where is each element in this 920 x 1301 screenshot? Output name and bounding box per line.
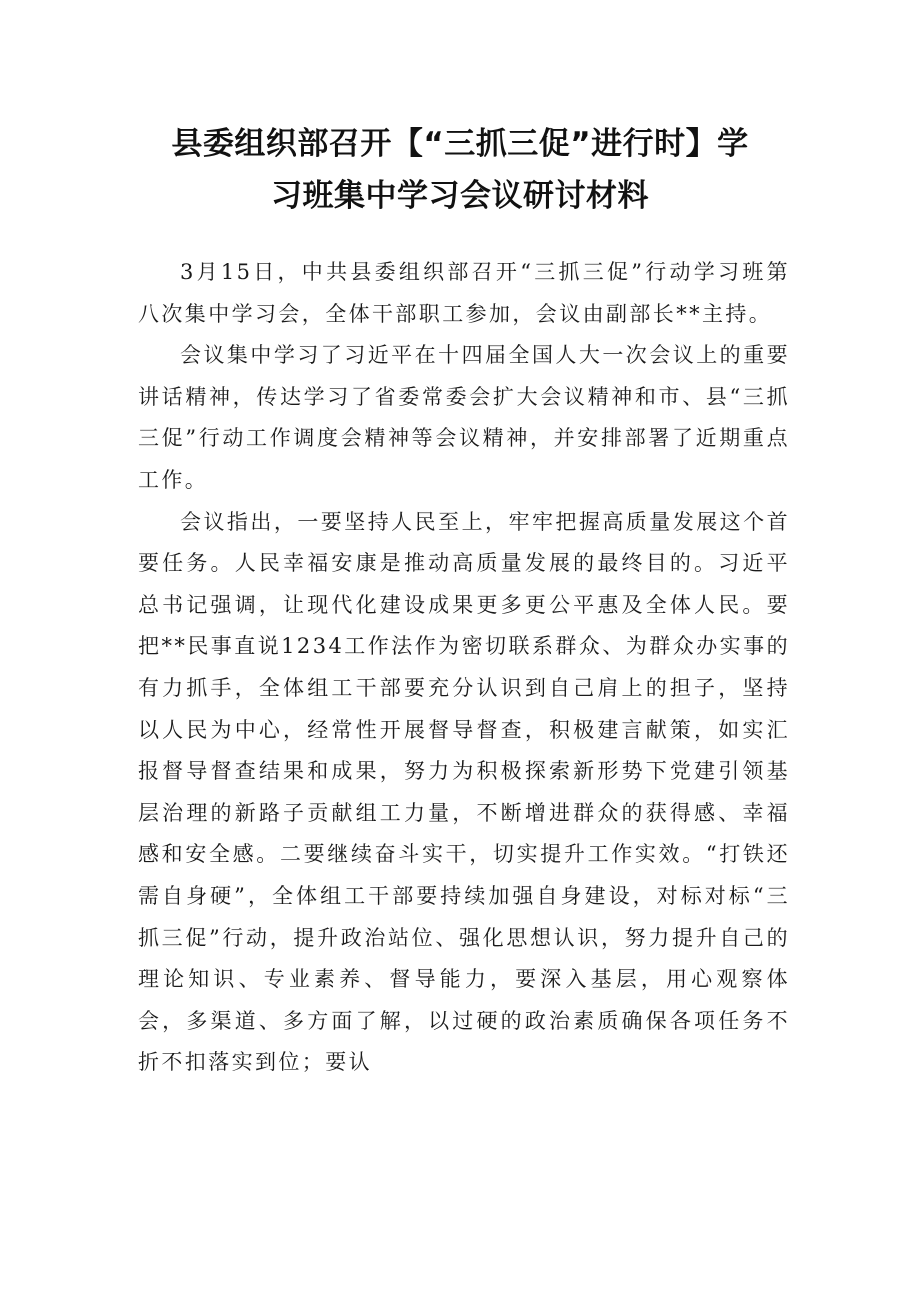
paragraph-meeting-points: 会议指出，一要坚持人民至上，牢牢把握高质量发展这个首要任务。人民幸福安康是推动高质量发展的最终目的。习近平总书记强调，让现代化建设成果更多更公平惠及全体人民。要把**民事直说1234工作法作为密切联系群众、为群众办实事的有力抓手，全体组工干部要充分认识到自己肩上的担子，坚持以人民为中心，经常性开展督导督查，积极建言献策，如实汇报督导督查结果和成果，努力为积极探索新形势下党建引领基层治理的新路子贡献组工力量，不断增进群众的获得感、幸福感和安全感。二要继续奋斗实干，切实提升工作实效。“打铁还需自身硬”，全体组工干部要持续加强自身建设，对标对标“三抓三促”行动，提升政治站位、强化思想认识，努力提升自己的理论知识、专业素养、督导能力，要深入基层，用心观察体会，多渠道、多方面了解，以过硬的政治素质确保各项任务不折不扣落实到位；要认	[138, 509, 790, 1075]
title-line-2: 习班集中学习会议研讨材料	[271, 178, 649, 214]
title-line-1: 县委组织部召开【“三抓三促”进行时】学	[171, 126, 749, 162]
document-title	[130, 118, 790, 222]
document-body	[138, 252, 790, 1084]
paragraph-study-content: 会议集中学习了习近平在十四届全国人大一次会议上的重要讲话精神，传达学习了省委常委会扩大会议精神和市、县“三抓三促”行动工作调度会精神等会议精神，并安排部署了近期重点工作。	[138, 343, 790, 492]
paragraph-meeting-intro: 3月15日，中共县委组织部召开“三抓三促”行动学习班第八次集中学习会，全体干部职工参加，会议由副部长**主持。	[138, 260, 790, 326]
